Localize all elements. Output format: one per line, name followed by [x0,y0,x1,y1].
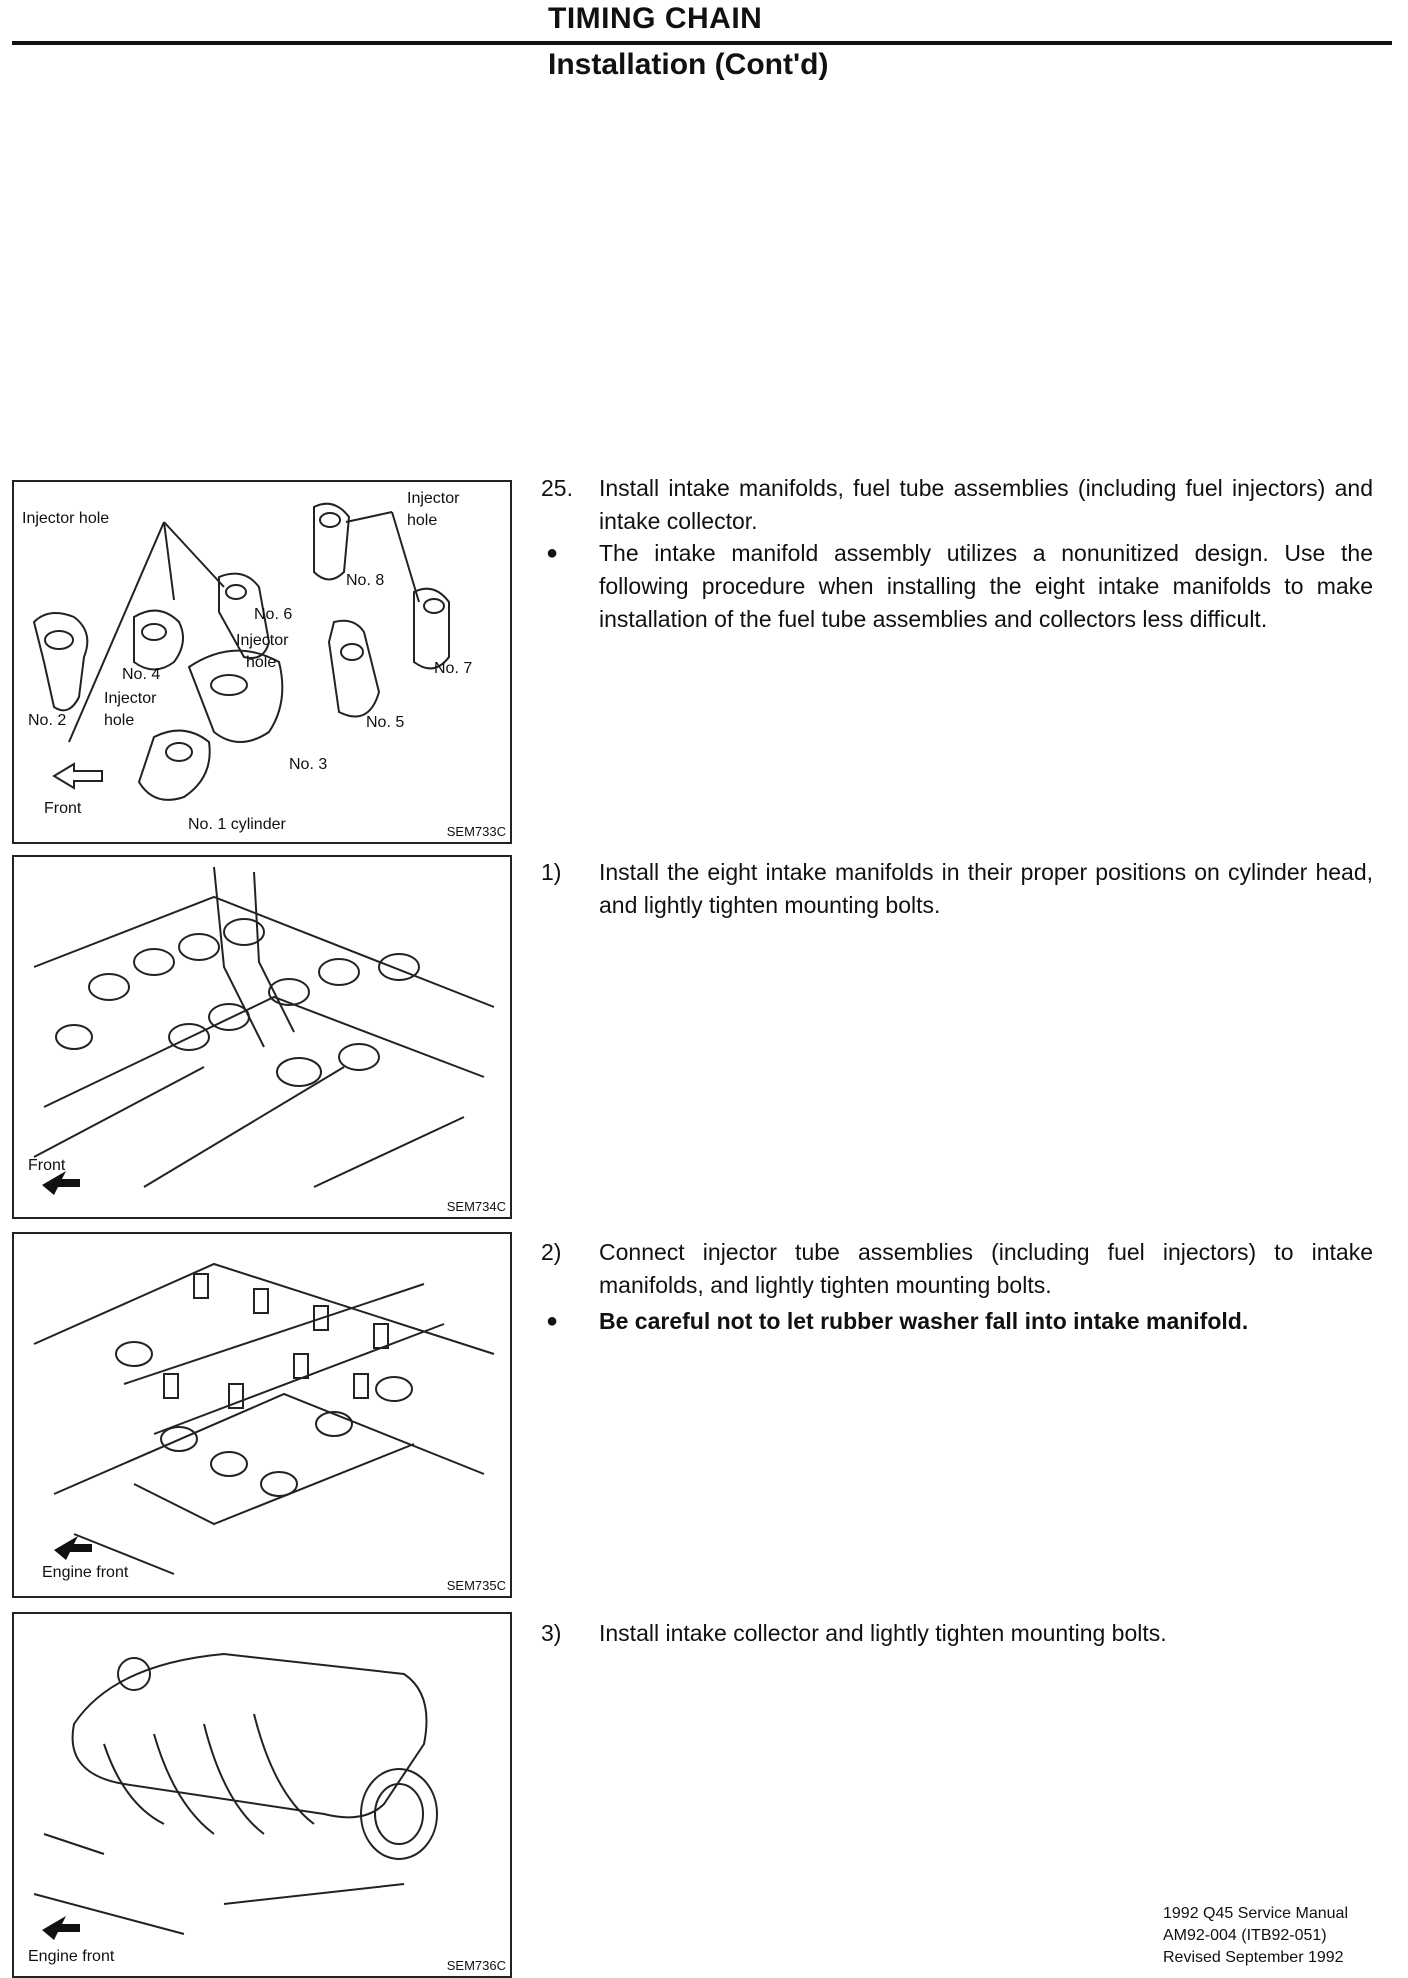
injector-tubes-drawing [14,1234,510,1596]
footer-revision: Revised September 1992 [1163,1949,1344,1966]
label-no4: No. 4 [122,666,161,683]
label-no5: No. 5 [366,714,405,731]
figure-code: SEM734C [446,1199,506,1214]
step-text: The intake manifold assembly utilizes a nonunitized design. Use the following procedure when installing the eight intake manifolds to make installation of the fuel tube assemblies and collectors less difficult. [599,540,1373,632]
figure-injector-tubes [12,1232,512,1598]
label-engine-front: Engine front [28,1948,115,1965]
caution-text: Be careful not to let rubber washer fall into intake manifold. [599,1308,1249,1334]
engine-front-arrow-icon [42,1916,80,1940]
figure-manifold-layout [12,480,512,844]
footer [1163,1903,1348,1969]
step-number: 2) [541,1239,562,1265]
figure-code: SEM735C [446,1578,506,1593]
label-no2: No. 2 [28,712,67,729]
label-no3: No. 3 [289,756,328,773]
step-number: 3) [541,1620,562,1646]
step-1 [541,856,1373,922]
step-caution [541,1305,1373,1338]
step-2 [541,1236,1373,1302]
label-injector-right-1: Injector [407,490,460,507]
step-note-nonunitized [541,537,1373,636]
label-injector-right-2: hole [407,512,438,529]
step-25 [541,472,1373,538]
step-text: Connect injector tube assemblies (including fuel injectors) to intake manifolds, and lightly tighten mounting bolts. [599,1239,1373,1298]
manifolds-installed-drawing [14,857,510,1217]
label-no1-cylinder: No. 1 cylinder [188,816,286,833]
label-injector-low-1: Injector [104,690,157,707]
figure-code: SEM736C [446,1958,506,1973]
bullet-icon: ● [546,1310,559,1332]
figure-intake-collector [12,1612,512,1978]
label-injector-mid-2: hole [246,654,277,671]
label-no7: No. 7 [434,660,473,677]
figure-manifolds-installed [12,855,512,1219]
label-front: Front [28,1157,66,1174]
page-title: TIMING CHAIN [548,2,763,35]
bullet-icon: ● [546,542,559,564]
label-front: Front [44,800,82,817]
label-no6: No. 6 [254,606,293,623]
page-subtitle: Installation (Cont'd) [548,48,829,81]
step-3 [541,1617,1373,1650]
label-no8: No. 8 [346,572,385,589]
label-injector-hole: Injector hole [22,510,110,527]
step-text: Install intake manifolds, fuel tube assemblies (including fuel injectors) and intake collector. [599,475,1373,534]
label-injector-mid-1: Injector [236,632,289,649]
step-text: Install intake collector and lightly tighten mounting bolts. [599,1620,1167,1646]
label-engine-front: Engine front [42,1564,129,1581]
label-injector-low-2: hole [104,712,135,729]
intake-collector-drawing [14,1614,510,1976]
footer-manual: 1992 Q45 Service Manual [1163,1905,1348,1922]
footer-doc-number: AM92-004 (ITB92-051) [1163,1927,1327,1944]
step-text: Install the eight intake manifolds in their proper positions on cylinder head, and lightly tighten mounting bolts. [599,859,1373,918]
figure-code: SEM733C [446,824,506,839]
header-rule [12,41,1392,45]
step-number: 25. [541,475,573,501]
step-number: 1) [541,859,562,885]
